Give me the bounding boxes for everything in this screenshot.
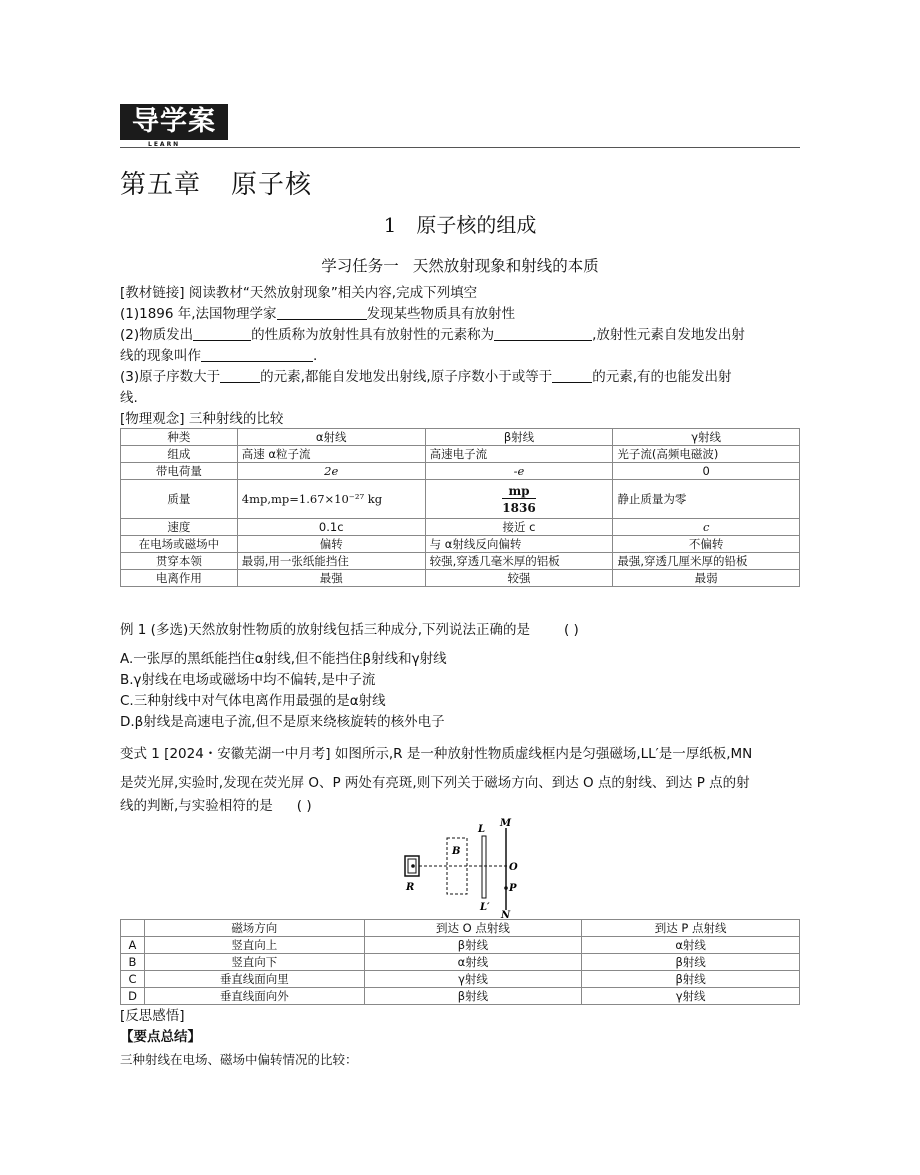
q3-text-c: 的元素,有的也能发出射 xyxy=(592,369,732,385)
option-c[interactable]: C.三种射线中对气体电离作用最强的是α射线 xyxy=(120,693,386,709)
label-o: O xyxy=(509,862,518,873)
logo-text: 导学案 xyxy=(120,104,228,140)
table-cell: 较强 xyxy=(425,570,613,587)
table-cell: γ射线 xyxy=(582,988,800,1005)
logo xyxy=(120,104,228,148)
table-cell: A xyxy=(121,937,145,954)
table-cell: 电离作用 xyxy=(121,570,238,587)
table-cell: 贯穿本领 xyxy=(121,553,238,570)
table-cell: β射线 xyxy=(582,971,800,988)
table-cell-fraction xyxy=(425,480,613,519)
table-row[interactable] xyxy=(121,954,800,971)
fill-blank[interactable] xyxy=(201,347,313,362)
q2-text-d: 线的现象叫作 xyxy=(120,348,201,364)
table-cell: 最弱,用一张纸能挡住 xyxy=(237,553,425,570)
table-cell: c xyxy=(613,519,800,536)
mass-fraction xyxy=(502,484,535,515)
option-d[interactable]: D.β射线是高速电子流,但不是原来绕核旋转的核外电子 xyxy=(120,714,445,730)
answer-blank[interactable]: ( ) xyxy=(564,622,579,638)
fill-blank[interactable] xyxy=(277,305,367,320)
header-rule xyxy=(120,147,800,148)
fill-blank[interactable] xyxy=(220,368,260,383)
q2-text-e: . xyxy=(313,348,318,364)
table-cell: 最强 xyxy=(237,570,425,587)
table-cell: -e xyxy=(425,463,613,480)
label-l: L xyxy=(478,824,486,835)
table-cell: 最强,穿透几厘米厚的铅板 xyxy=(613,553,800,570)
fraction-denominator: 1836 xyxy=(502,500,536,515)
variant-1-line2: 是荧光屏,实验时,发现在荧光屏 O、P 两处有亮斑,则下列关于磁场方向、到达 O 点的射线、到达 P 点的射 xyxy=(120,775,750,791)
table-row xyxy=(121,519,800,536)
table-row xyxy=(121,536,800,553)
label-m: M xyxy=(500,818,512,829)
table-cell: 速度 xyxy=(121,519,238,536)
table-cell: 偏转 xyxy=(237,536,425,553)
section-name: 原子核的组成 xyxy=(416,213,537,237)
answer-options-table xyxy=(120,919,800,1005)
label-l-prime: L′ xyxy=(480,902,490,913)
summary-heading: 【要点总结】 xyxy=(120,1029,201,1045)
example-1-text: 例 1 (多选)天然放射性物质的放射线包括三种成分,下列说法正确的是 xyxy=(120,622,530,638)
table-cell: B xyxy=(121,954,145,971)
q3-text-b: 的元素,都能自发地发出射线,原子序数小于或等于 xyxy=(260,369,553,385)
fraction-numerator: mp xyxy=(502,484,535,499)
table-cell: γ射线 xyxy=(364,971,582,988)
table-cell: 垂直线面向里 xyxy=(144,971,364,988)
table-header-row xyxy=(121,429,800,446)
table-cell: 不偏转 xyxy=(613,536,800,553)
table-cell: 0 xyxy=(613,463,800,480)
q1-text-b: 发现某些物质具有放射性 xyxy=(366,306,516,322)
section-title xyxy=(120,209,800,238)
q2-text-a: (2)物质发出 xyxy=(120,327,194,343)
variant-1-line1: 变式 1 [2024・安徽芜湖一中月考] 如图所示,R 是一种放射性物质虚线框内是匀强磁场,LL′是一厚纸板,MN xyxy=(120,746,753,762)
table-cell: α射线 xyxy=(582,937,800,954)
table-row xyxy=(121,480,800,519)
chapter-number: 第五章 xyxy=(120,170,202,200)
table-cell: 组成 xyxy=(121,446,238,463)
table-header: 到达 O 点射线 xyxy=(364,920,582,937)
variant-1-text: 线的判断,与实验相符的是 xyxy=(120,798,273,814)
table-cell: 静止质量为零 xyxy=(613,480,800,519)
question-2-line2 xyxy=(120,346,317,367)
table-cell: 质量 xyxy=(121,480,238,519)
task-name: 天然放射现象和射线的本质 xyxy=(412,257,599,275)
table-row xyxy=(121,446,800,463)
table-cell: 在电场或磁场中 xyxy=(121,536,238,553)
variant-1-line3 xyxy=(120,796,312,817)
table-row xyxy=(121,463,800,480)
table-cell: 与 α射线反向偏转 xyxy=(425,536,613,553)
reflection-heading: [反思感悟] xyxy=(120,1008,185,1024)
table-row[interactable] xyxy=(121,988,800,1005)
question-3-line2: 线. xyxy=(120,390,138,406)
table-cell: 高速 α粒子流 xyxy=(237,446,425,463)
table-row[interactable] xyxy=(121,971,800,988)
label-n: N xyxy=(501,910,511,918)
point-p xyxy=(504,886,508,890)
table-cell: 2e xyxy=(237,463,425,480)
fill-blank[interactable] xyxy=(193,326,251,341)
table-header xyxy=(121,920,145,937)
q3-text-a: (3)原子序数大于 xyxy=(120,369,221,385)
fill-blank[interactable] xyxy=(494,326,592,341)
option-a[interactable]: A.一张厚的黑纸能挡住α射线,但不能挡住β射线和γ射线 xyxy=(120,651,447,667)
q2-text-c: ,放射性元素自发地发出射 xyxy=(592,327,745,343)
question-1 xyxy=(120,304,515,325)
chapter-name: 原子核 xyxy=(231,170,313,200)
table-header-row xyxy=(121,920,800,937)
table-cell: D xyxy=(121,988,145,1005)
summary-text: 三种射线在电场、磁场中偏转情况的比较： xyxy=(120,1052,358,1067)
section-number: 1 xyxy=(383,213,397,237)
table-cell: C xyxy=(121,971,145,988)
label-b: B xyxy=(452,846,461,857)
answer-blank[interactable]: ( ) xyxy=(296,798,312,814)
fill-blank[interactable] xyxy=(552,368,592,383)
table-cell: β射线 xyxy=(364,988,582,1005)
table-row xyxy=(121,570,800,587)
cardboard-LL xyxy=(482,836,486,898)
task-number: 学习任务一 xyxy=(321,257,399,275)
table-cell: α射线 xyxy=(364,954,582,971)
logo-subtext: LEARN xyxy=(148,141,181,148)
table-cell: 接近 c xyxy=(425,519,613,536)
table-header: α射线 xyxy=(237,429,425,446)
table-row xyxy=(121,553,800,570)
table-row[interactable] xyxy=(121,937,800,954)
label-r: R xyxy=(406,882,415,893)
q2-text-b: 的性质称为放射性具有放射性的元素称为 xyxy=(251,327,495,343)
table-cell: 带电荷量 xyxy=(121,463,238,480)
table-cell: 垂直线面向外 xyxy=(144,988,364,1005)
example-1-stem xyxy=(120,620,579,641)
ray-comparison-table xyxy=(120,428,800,587)
q1-text-a: (1)1896 年,法国物理学家 xyxy=(120,306,277,322)
table-cell: 竖直向下 xyxy=(144,954,364,971)
table-header: 种类 xyxy=(121,429,238,446)
question-2-line1 xyxy=(120,325,745,346)
table-header: β射线 xyxy=(425,429,613,446)
table-cell: 光子流(高频电磁波) xyxy=(613,446,800,463)
experiment-diagram xyxy=(400,818,540,918)
table-cell: 竖直向上 xyxy=(144,937,364,954)
table-header: 磁场方向 xyxy=(144,920,364,937)
table-cell: 较强,穿透几毫米厚的铝板 xyxy=(425,553,613,570)
table-header: γ射线 xyxy=(613,429,800,446)
table-cell: 0.1c xyxy=(237,519,425,536)
source-dot xyxy=(411,864,415,868)
table-cell: β射线 xyxy=(364,937,582,954)
table-cell: 高速电子流 xyxy=(425,446,613,463)
label-p: P xyxy=(509,883,517,894)
table-cell: 最弱 xyxy=(613,570,800,587)
intro-text: [教材链接] 阅读教材“天然放射现象”相关内容,完成下列填空 xyxy=(120,285,478,301)
table-header: 到达 P 点射线 xyxy=(582,920,800,937)
chapter-title xyxy=(120,164,312,201)
table-cell: β射线 xyxy=(582,954,800,971)
table-cell: 4mp,mp=1.67×10⁻²⁷ kg xyxy=(237,480,425,519)
concept-heading: [物理观念] 三种射线的比较 xyxy=(120,411,284,427)
option-b[interactable]: B.γ射线在电场或磁场中均不偏转,是中子流 xyxy=(120,672,376,688)
task-title xyxy=(120,254,800,276)
question-3-line1 xyxy=(120,367,732,388)
